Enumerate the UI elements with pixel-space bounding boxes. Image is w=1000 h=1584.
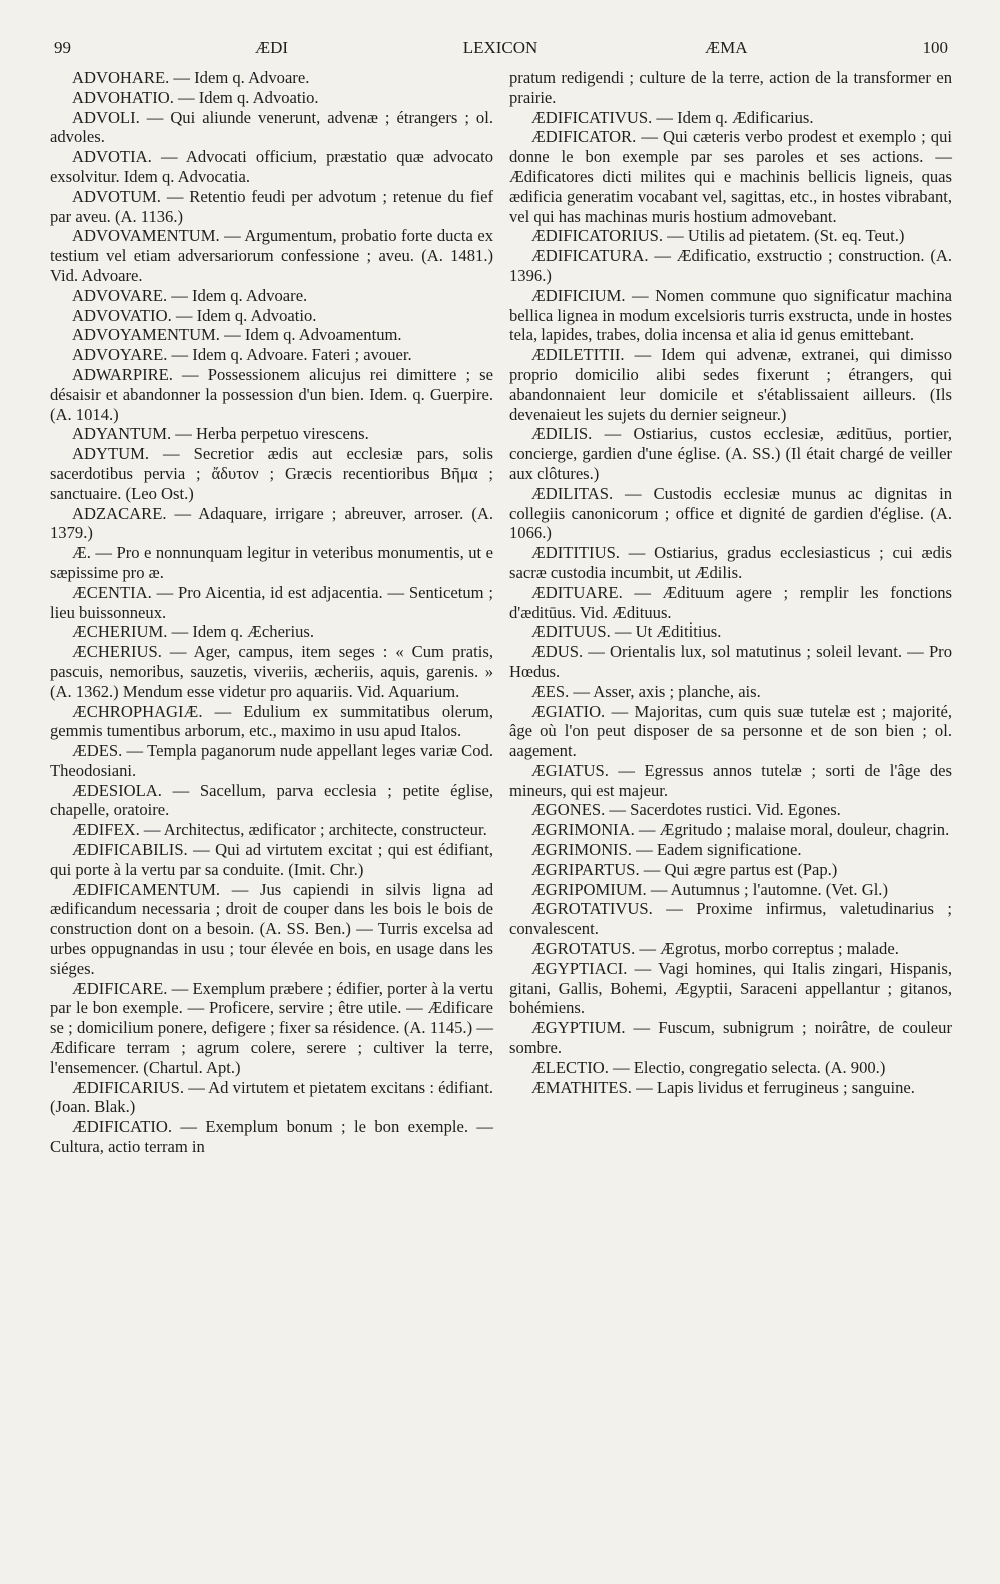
entry: ÆDIFICIUM. — Nomen commune quo significatur machina bellica lignea in modum excelsioris turris exstructa, unde in hostes tela, lapides, trabes, dolia incensa et alia id genus emittebant. — [509, 285, 952, 345]
entry: ÆLECTIO. — Electio, congregatio selecta. (A. 900.) — [531, 1057, 886, 1077]
entry: ADVOTUM. — Retentio feudi per advotum ; retenue du fief par aveu. (A. 1136.) — [50, 186, 493, 226]
header-guide-right: ÆMA — [705, 38, 748, 57]
entry: ÆDITUUS. — Ut Æditi̇tius. — [531, 622, 722, 642]
entry: ÆDIFICARE. — Exemplum præbere ; édifier, porter à la vertu par le bon exemple. — Proficere, servire ; être utile. — Ædificare se ; domicilium ponere, defigere ; fixer sa résidence. (A. 1145.) — Ædificare terram ; agrum colere, serere ; cultiver la terre, l'ensemencer. (Chartul. Apt.) — [50, 978, 493, 1077]
page-number-left: 99 — [54, 38, 71, 57]
entry: ÆGRIMONIA. — Ægritudo ; malaise moral, douleur, chagrin. — [531, 820, 950, 840]
entry: ADVOVATIO. — Idem q. Advoatio. — [72, 305, 317, 325]
entry: ÆDILIS. — Ostiarius, custos ecclesiæ, æditūus, portier, concierge, gardien d'une église. (A. SS.) (Il était chargé de veiller aux clôtures.) — [509, 424, 952, 483]
entry: ÆDITITIUS. — Ostiarius, gradus ecclesiasticus ; cui ædis sacræ custodia incumbit, ut Ædilis. — [509, 543, 952, 582]
entry: ÆDIFICARIUS. — Ad virtutem et pietatem excitans : édifiant. (Joan. Blak.) — [50, 1077, 493, 1117]
entry: ÆDIFICATURA. — Ædificatio, exstructio ; construction. (A. 1396.) — [509, 246, 952, 285]
entry: ÆDITUARE. — Ædituum agere ; remplir les fonctions d'æditūus. Vid. Ædituus. — [509, 582, 952, 622]
entry: ÆDIFICATOR. — Qui cæteris verbo prodest et exemplo ; qui donne le bon exemple par ses paroles et ses actions. — Ædificatores dicti milites qui e machinis bellicis ligneis, quas ædificia generatim vocabant vel, sagittas, etc., in hostes vibrabant, vel qui has machinas muris hostium admovebant. — [509, 127, 952, 226]
entry: ÆGYPTIACI. — Vagi homines, qui Italis zingari, Hispanis, gitani, Gallis, Bohemi, Ægyptii, Saraceni appellantur ; gitanos, bohémiens. — [509, 958, 952, 1018]
entry: ÆCENTIA. — Pro Aicentia, id est adjacentia. — Senticetum ; lieu buissonneux. — [50, 582, 493, 622]
entry: ÆES. — Asser, axis ; planche, ais. — [531, 681, 761, 701]
left-column — [50, 68, 493, 1157]
entry: ÆGIATIO. — Majoritas, cum quis suæ tutelæ est ; majorité, âge où l'on peut disposer de sa personne et de son bien ; ol. aagement. — [509, 701, 952, 761]
entry: ÆDESIOLA. — Sacellum, parva ecclesia ; petite église, chapelle, oratoire. — [50, 780, 493, 820]
entry: ADVOLI. — Qui aliunde venerunt, advenæ ; étrangers ; ol. advoles. — [50, 107, 493, 147]
entry: ÆDIFICATORIUS. — Utilis ad pietatem. (St. eq. Teut.) — [531, 226, 905, 246]
entry: ÆDILITAS. — Custodis ecclesiæ munus ac dignitas in collegiis canonicorum ; office et dignité de gardien d'église. (A. 1066.) — [509, 483, 952, 543]
entry: ÆDIFICABILIS. — Qui ad virtutem excitat ; qui est édifiant, qui porte à la vertu par sa conduite. (Imit. Chr.) — [50, 840, 493, 879]
header-title: LEXICON — [462, 38, 538, 57]
entry: ÆDUS. — Orientalis lux, sol matutinus ; soleil levant. — Pro Hœdus. — [509, 642, 952, 681]
entry: ÆGRIPARTUS. — Qui ægre partus est (Pap.) — [531, 859, 838, 879]
entry: ÆGROTATIVUS. — Proxime infirmus, valetudinarius ; convalescent. — [509, 899, 952, 939]
entry: ÆGIATUS. — Egressus annos tutelæ ; sorti de l'âge des mineurs, qui est majeur. — [509, 760, 952, 800]
entry: ADVOVAMENTUM. — Argumentum, probatio forte ducta ex testium vel etiam adversariorum confessione ; aveu. (A. 1481.) Vid. Advoare. — [50, 226, 493, 285]
entry: ÆGRIPOMIUM. — Autumnus ; l'automne. (Vet. Gl.) — [531, 879, 888, 899]
entry: ÆGONES. — Sacerdotes rustici. Vid. Egones. — [531, 800, 841, 820]
entry: ADVOYAMENTUM. — Idem q. Advoamentum. — [72, 325, 402, 345]
entry: ÆMATHITES. — Lapis lividus et ferrugineus ; sanguine. — [531, 1077, 915, 1097]
entry: ADVOTIA. — Advocati officium, præstatio quæ advocato exsolvitur. Idem q. Advocatia. — [50, 147, 493, 186]
running-header — [50, 38, 950, 66]
entry: ADVOHARE. — Idem q. Advoare. — [72, 68, 310, 87]
right-column — [509, 68, 952, 1097]
entry: ÆGYPTIUM. — Fuscum, subnigrum ; noirâtre, de couleur sombre. — [509, 1018, 952, 1058]
entry: ÆDES. — Templa paganorum nude appellant leges variæ Cod. Theodosiani. — [50, 741, 493, 780]
entry: ADYANTUM. — Herba perpetuo virescens. — [72, 424, 369, 444]
entry: ÆDIFICATIVUS. — Idem q. Ædificarius. — [531, 107, 814, 127]
entry: ADVOYARE. — Idem q. Advoare. Fateri ; avouer. — [72, 345, 412, 365]
entry: ÆDIFEX. — Architectus, ædificator ; architecte, constructeur. — [72, 820, 487, 840]
entry: ÆDILETITII. — Idem qui advenæ, extranei, qui dimisso proprio domicilio alibi sedes fixerunt ; étrangers, qui abandonnaient leur domicile et s'établissaient ailleurs. (Ils devenaieut les sujets du dernier seigneur.) — [509, 345, 952, 424]
entry: ÆCHROPHAGIÆ. — Edulium ex summitatibus olerum, gemmis tumentibus arborum, etc., maximo in usu apud Italos. — [50, 701, 493, 741]
entry: ADYTUM. — Secretior ædis aut ecclesiæ pars, solis sacerdotibus pervia ; ἄδυτον ; Græcis recentioribus Βῆμα ; sanctuaire. (Leo Ost.) — [50, 444, 493, 503]
entry: ADVOVARE. — Idem q. Advoare. — [72, 285, 308, 305]
entry: ÆDIFICAMENTUM. — Jus capiendi in silvis ligna ad ædificandum necessaria ; droit de couper dans les bois le bois de construction dont on a besoin. (A. SS. Ben.) — Turris excelsa ad urbes oppugnandas in usu ; tour élevée en bois, en usage dans les siéges. — [50, 879, 493, 978]
entry-continuation: pratum redigendi ; culture de la terre, action de la transformer en prairie. — [509, 68, 952, 107]
entry: ÆGRIMONIS. — Eadem significatione. — [531, 840, 802, 860]
entry: ADVOHATIO. — Idem q. Advoatio. — [72, 87, 319, 107]
entry: ÆCHERIUM. — Idem q. Æcherius. — [72, 622, 314, 642]
entry: ADZACARE. — Adaquare, irrigare ; abreuver, arroser. (A. 1379.) — [50, 503, 493, 543]
entry: Æ. — Pro e nonnunquam legitur in veteribus monumentis, ut e sæpissime pro æ. — [50, 543, 493, 582]
entry: ÆCHERIUS. — Ager, campus, item seges : « Cum pratis, pascuis, nemoribus, sauzetis, viveriis, æcheriis, aquis, garenis. » (A. 1362.) Mendum esse videtur pro aquariis. Vid. Aquarium. — [50, 642, 493, 701]
entry: ÆGROTATUS. — Ægrotus, morbo correptus ; malade. — [531, 939, 899, 959]
page-number-right: 100 — [922, 38, 948, 57]
header-guide-left: ÆDI — [255, 38, 289, 57]
entry: ADWARPIRE. — Possessionem alicujus rei dimittere ; se désaisir et abandonner la possession d'un bien. Idem. q. Guerpire. (A. 1014.) — [50, 364, 493, 424]
entry: ÆDIFICATIO. — Exemplum bonum ; le bon exemple. — Cultura, actio terram in — [50, 1117, 493, 1157]
